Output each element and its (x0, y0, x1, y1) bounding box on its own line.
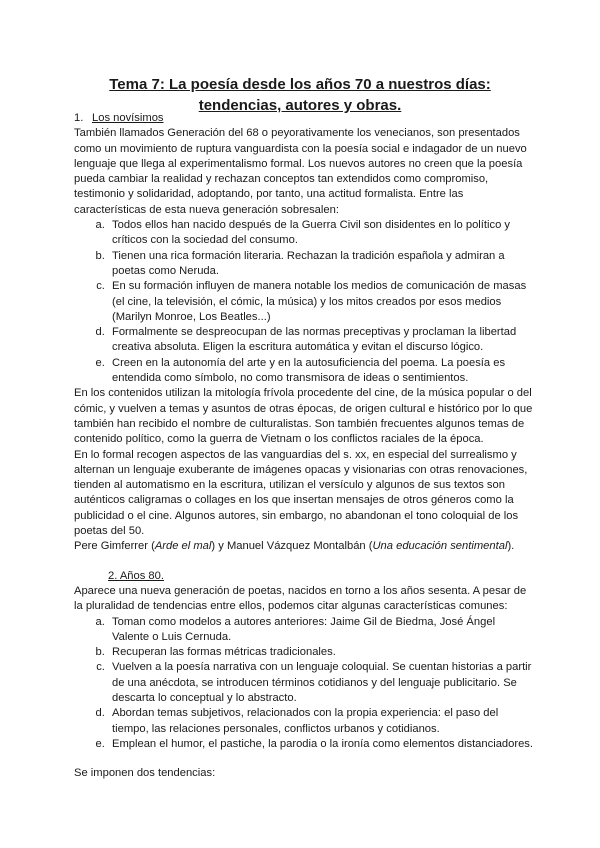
list-item: b. Tienen una rica formación literaria. Rechazan la tradición española y admiran a poetas como Neruda. (108, 249, 534, 280)
list-item: e. Emplean el humor, el pastiche, la parodia o la ironía como elementos distanciadores. (108, 737, 534, 752)
form-paragraph: En lo formal recogen aspectos de las vanguardias del s. xx, en especial del surrealismo y alternan un lenguaje exuberante de imágenes opacas y visionarias con otras renovaciones, tienden al automatismo en la escritura, utilizan el versículo y algunos de sus textos son auténticos caligramas o collages en los que insertan mensajes de otros géneros como la publicidad o el cine. Algunos autores, sin embargo, no abandonan el tono coloquial de los poetas del 50. (74, 448, 528, 538)
list-item: e. Creen en la autonomía del arte y en la autosuficiencia del poema. La poesía es entendida como símbolo, no como transmisora de ideas o sentimientos. (108, 356, 534, 387)
list-item: a. Todos ellos han nacido después de la Guerra Civil son disidentes en lo político y críticos con la sociedad del consumo. (108, 218, 534, 249)
list-item: a. Toman como modelos a autores anteriores: Jaime Gil de Biedma, José Ángel Valente o Luis Cernuda. (108, 615, 534, 646)
author-1: Pere Gimferrer ( (74, 540, 155, 553)
title-line-1: Tema 7: La poesía desde los años 70 a nuestros días: (109, 76, 491, 93)
page-title (60, 74, 540, 116)
closing-line: Se imponen dos tendencias: (74, 767, 216, 780)
spacer (74, 752, 534, 766)
list-item: c. Vuelven a la poesía narrativa con un lenguaje coloquial. Se cuentan historias a partir de una anécdota, se introducen términos cotidianos y del lenguaje publicitario. Se descarta lo conceptual y lo abstracto. (108, 660, 534, 706)
section-2-intro: Aparece una nueva generación de poetas, nacidos en torno a los años sesenta. A pesar de la pluralidad de tendencias entre ellos, podemos citar algunas características comunes: (74, 584, 527, 613)
work-2: Una educación sentimental (372, 540, 508, 553)
contents-paragraph: En los contenidos utilizan la mitología frívola procedente del cine, de la música popular o del cómic, y vuelven a temas y asuntos de otras épocas, de origen cultural e histórico por lo que también han recibido el nombre de culturalistas. Son también frecuentes algunos temas de contenido político, como la guerra de Vietnam o los conflictos raciales de la época. (74, 387, 533, 446)
list-item: c. En su formación influyen de manera notable los medios de comunicación de masas (el cine, la televisión, el cómic, la música) y los mitos creados por esos medios (Marilyn Monroe, Los Beatles...) (108, 279, 534, 325)
section-2-list (74, 615, 534, 753)
list-item: b. Recuperan las formas métricas tradicionales. (108, 645, 534, 660)
title-line-2: tendencias, autores y obras. (198, 97, 402, 114)
authors-end: ). (507, 540, 515, 553)
list-item: d. Formalmente se despreocupan de las normas preceptivas y proclaman la libertad creativa absoluta. Eligen la escritura automática y evitan el discurso lógico. (108, 325, 534, 356)
section-2-title: 2. Años 80. (108, 569, 164, 582)
author-2: ) y Manuel Vázquez Montalbán ( (211, 540, 373, 553)
section-1-list (74, 218, 534, 386)
section-1-intro: También llamados Generación del 68 o peyorativamente los venecianos, son presentados como un movimiento de ruptura vanguardista con la poesía social e indagador de un nuevo lenguaje que llega al experimentalismo formal. Los nuevos autores no creen que la poesía pueda cambiar la realidad y rechazan conceptos tan extendidos como compromiso, testimonio y solidaridad, adoptando, por tanto, una actitud formalista. Entre las características de esta nueva generación sobresalen: (74, 127, 527, 216)
document-body (74, 111, 534, 781)
work-1: Arde el mal (154, 540, 212, 553)
section-1-title: Los novísimos (92, 112, 164, 124)
list-item: d. Abordan temas subjetivos, relacionados con la propia experiencia: el paso del tiempo, las relaciones personales, conflictos urbanos y cotidianos. (108, 706, 534, 737)
section-1-number: 1. (74, 112, 84, 124)
authors-line (74, 539, 534, 554)
section-1-heading (74, 111, 534, 126)
